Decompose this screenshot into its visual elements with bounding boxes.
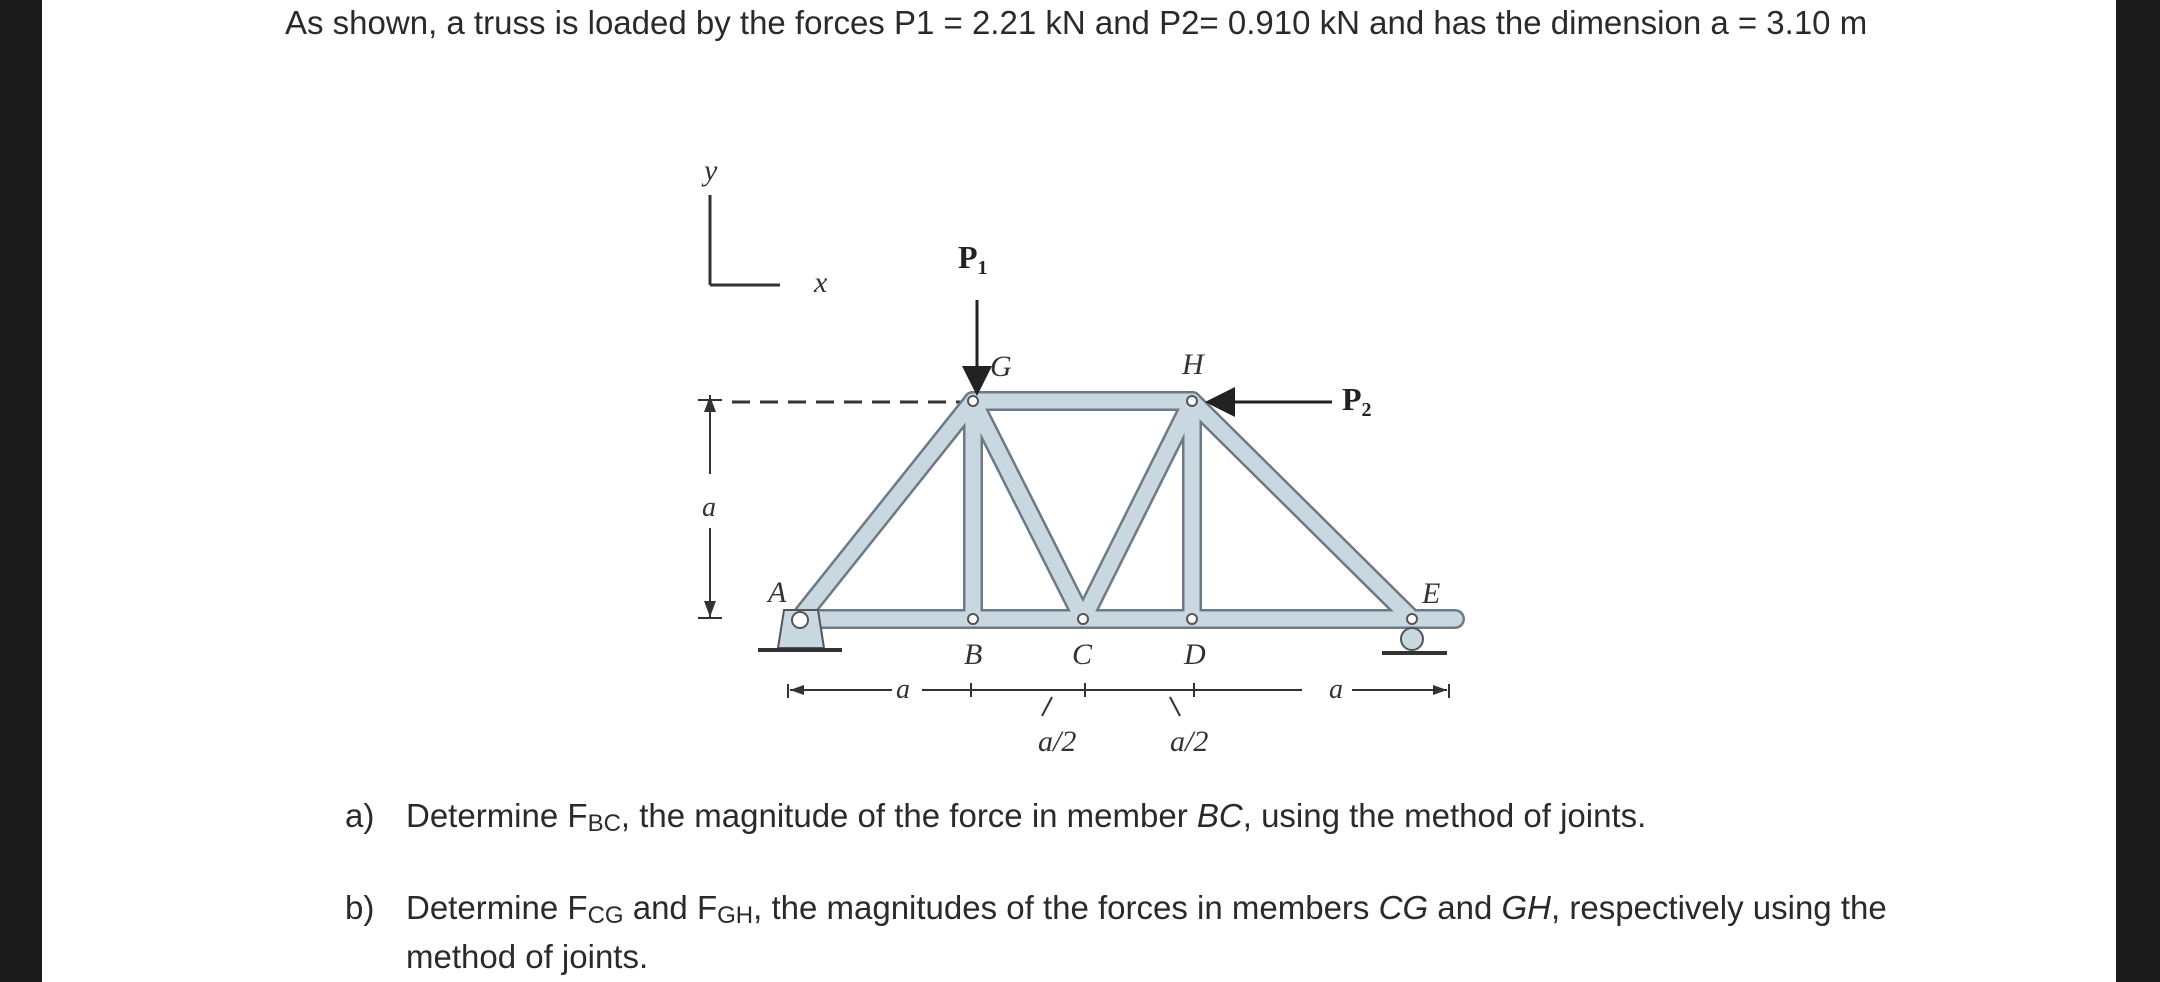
question-a-text: Determine $F_{BC}$, the magnitude of the force in member BC, using the method of joints. — [406, 797, 1647, 837]
joint-d-label: D — [1184, 638, 1206, 671]
truss-members — [799, 401, 1455, 619]
joint-a-label: A — [768, 576, 787, 609]
load-p1-label: P1 — [958, 239, 988, 279]
axis-icon — [710, 195, 780, 285]
load-p2-label: P2 — [1342, 381, 1372, 421]
roller-support-icon — [1382, 628, 1447, 653]
question-b-label: b) — [345, 889, 375, 926]
joint-c-label: C — [1072, 638, 1093, 671]
dim-left-label: a — [896, 674, 910, 705]
dim-half-1-label: a/2 — [1038, 725, 1077, 758]
joint-e-label: E — [1422, 577, 1441, 610]
dim-half-2-label: a/2 — [1170, 725, 1209, 758]
span-dimensions — [788, 683, 1449, 716]
height-dim-label: a — [702, 492, 716, 523]
question-a-label: a) — [345, 797, 375, 834]
question-b-text: Determine $F_{CG}$ and $F_{GH}$, the magnitudes of the forces in members CG and GH, respectively using the method of joints. — [406, 889, 1887, 975]
dim-right-label: a — [1329, 674, 1343, 705]
document-page — [42, 0, 2116, 982]
axis-y-label: y — [704, 154, 718, 187]
problem-statement: As shown, a truss is loaded by the forces P1 = 2.21 kN and P2= 0.910 kN and has the dimension a = 3.10 m — [285, 4, 1868, 41]
axis-x-label: x — [814, 266, 828, 299]
joint-b-label: B — [964, 638, 983, 671]
joint-h-label: H — [1182, 348, 1204, 381]
joint-g-label: G — [990, 350, 1012, 383]
